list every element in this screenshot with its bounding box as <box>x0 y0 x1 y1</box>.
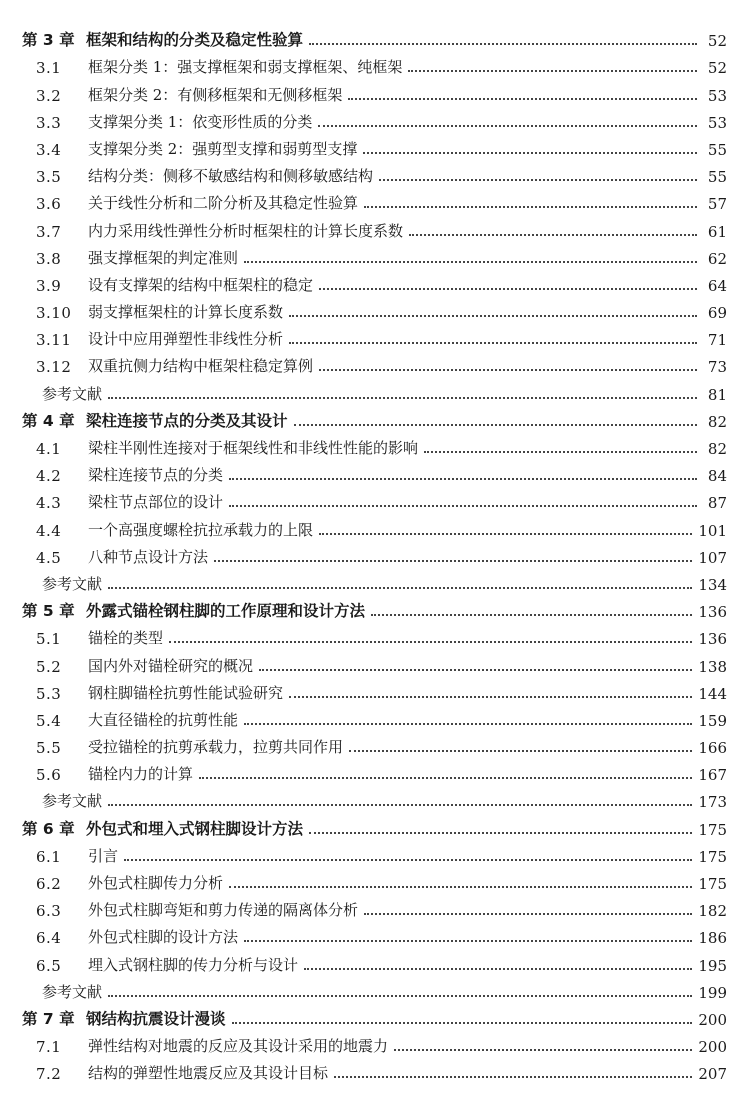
toc-entry-title: 内力采用线性弹性分析时框架柱的计算长度系数 <box>88 221 404 240</box>
toc-entry-number: 4.3 <box>36 494 62 513</box>
toc-entry-title: 结构分类：侧移不敏感结构和侧移敏感结构 <box>88 167 374 186</box>
toc-chapter-entry[interactable] <box>22 404 727 431</box>
toc-page-number: 144 <box>698 684 727 703</box>
toc-page-number: 200 <box>698 1038 727 1057</box>
toc-page-number: 173 <box>698 793 727 812</box>
toc-entry-number: 5.5 <box>36 739 62 758</box>
toc-page-number: 71 <box>707 331 727 350</box>
toc-page-number: 200 <box>698 1010 727 1029</box>
toc-entry-title: 弹性结构对地震的反应及其设计采用的地震力 <box>88 1037 389 1056</box>
dot-leader <box>244 723 692 725</box>
toc-entry-number: 3.5 <box>36 168 62 187</box>
dot-leader <box>169 641 692 643</box>
toc-entry-title: 框架分类 2：有侧移框架和无侧移框架 <box>88 85 343 104</box>
toc-section-entry[interactable] <box>22 866 727 893</box>
toc-entry-title: 参考文献 <box>42 574 103 593</box>
toc-entry-title: 梁柱连接节点的分类 <box>88 466 224 485</box>
toc-entry-number: 5.2 <box>36 657 62 676</box>
toc-section-entry[interactable] <box>22 512 727 539</box>
toc-section-entry[interactable] <box>22 159 727 186</box>
toc-section-entry[interactable] <box>22 703 727 730</box>
toc-page-number: 53 <box>707 113 727 132</box>
dot-leader <box>259 669 692 671</box>
toc-entry-title: 框架和结构的分类及稳定性验算 <box>86 31 304 50</box>
toc-section-entry[interactable] <box>22 730 727 757</box>
toc-entry-title: 外包式柱脚弯矩和剪力传递的隔离体分析 <box>88 901 359 920</box>
dot-leader <box>108 587 692 589</box>
toc-page-number: 73 <box>707 358 727 377</box>
toc-entry-number: 第 6 章 <box>22 819 75 838</box>
dot-leader <box>232 1022 693 1024</box>
toc-section-entry[interactable] <box>22 893 727 920</box>
dot-leader <box>108 995 692 997</box>
toc-page-number: 107 <box>698 548 727 567</box>
toc-entry-number: 7.1 <box>36 1038 62 1057</box>
toc-entry-title: 受拉锚栓的抗剪承载力，拉剪共同作用 <box>88 738 344 757</box>
toc-references-entry[interactable] <box>22 784 727 811</box>
toc-section-entry[interactable] <box>22 621 727 648</box>
toc-entry-title: 强支撑框架的判定准则 <box>88 248 239 267</box>
toc-entry-number: 6.5 <box>36 956 62 975</box>
toc-entry-number: 7.2 <box>36 1065 62 1084</box>
toc-entry-title: 梁柱连接节点的分类及其设计 <box>86 411 288 430</box>
toc-entry-number: 3.1 <box>36 59 62 78</box>
dot-leader <box>364 913 692 915</box>
toc-page-number: 134 <box>698 575 727 594</box>
toc-section-entry[interactable] <box>22 241 727 268</box>
dot-leader <box>379 179 697 181</box>
toc-page-number: 166 <box>698 739 727 758</box>
toc-page-number: 195 <box>698 956 727 975</box>
toc-entry-number: 5.4 <box>36 711 62 730</box>
toc-entry-title: 引言 <box>88 846 119 865</box>
toc-entry-title: 外包式柱脚传力分析 <box>88 874 224 892</box>
toc-entry-title: 关于线性分析和二阶分析及其稳定性验算 <box>88 194 359 213</box>
toc-references-entry[interactable] <box>22 567 727 594</box>
dot-leader <box>334 1076 692 1078</box>
toc-chapter-entry[interactable] <box>22 1002 727 1029</box>
dot-leader <box>424 451 697 453</box>
dot-leader <box>363 152 697 154</box>
toc-page-number: 199 <box>698 983 727 1002</box>
dot-leader <box>229 478 697 480</box>
toc-section-entry[interactable] <box>22 676 727 703</box>
toc-page-number: 82 <box>707 412 727 431</box>
toc-entry-title: 钢柱脚锚栓抗剪性能试验研究 <box>88 683 284 702</box>
toc-section-entry[interactable] <box>22 540 727 567</box>
dot-leader <box>289 315 697 317</box>
dot-leader <box>199 777 692 779</box>
toc-entry-number: 4.4 <box>36 521 62 540</box>
toc-page-number: 53 <box>707 86 727 105</box>
toc-page-number: 175 <box>698 847 727 866</box>
toc-page-number: 84 <box>707 467 727 486</box>
toc-entry-number: 3.11 <box>36 331 72 350</box>
toc-section-entry[interactable] <box>22 458 727 485</box>
toc-page-number: 64 <box>707 276 727 295</box>
toc-entry-title: 外包式和埋入式钢柱脚设计方法 <box>86 819 304 838</box>
table-of-contents <box>22 23 727 1083</box>
toc-entry-number: 3.10 <box>36 304 72 323</box>
dot-leader <box>348 98 697 100</box>
dot-leader <box>349 750 692 752</box>
toc-entry-number: 6.3 <box>36 902 62 921</box>
toc-entry-title: 参考文献 <box>42 792 103 811</box>
dot-leader <box>319 533 692 535</box>
toc-section-entry[interactable] <box>22 322 727 349</box>
toc-page-number: 175 <box>698 875 727 893</box>
toc-page-number: 175 <box>698 820 727 839</box>
toc-section-entry[interactable] <box>22 485 727 512</box>
toc-entry-title: 设有支撑架的结构中框架柱的稳定 <box>88 275 314 294</box>
toc-entry-title: 参考文献 <box>42 982 103 1001</box>
dot-leader <box>364 206 697 208</box>
toc-entry-title: 一个高强度螺栓抗拉承载力的上限 <box>88 520 314 539</box>
toc-section-entry[interactable] <box>22 268 727 295</box>
dot-leader <box>409 234 697 236</box>
toc-entry-number: 4.2 <box>36 467 62 486</box>
toc-entry-title: 双重抗侧力结构中框架柱稳定算例 <box>88 357 314 376</box>
dot-leader <box>319 369 697 371</box>
toc-page-number: 207 <box>698 1065 727 1084</box>
toc-page-number: 55 <box>707 168 727 187</box>
toc-page-number: 52 <box>707 32 727 51</box>
dot-leader <box>108 397 697 399</box>
toc-entry-number: 5.1 <box>36 630 62 649</box>
toc-entry-number: 6.2 <box>36 875 62 893</box>
dot-leader <box>294 424 697 426</box>
toc-entry-number: 4.1 <box>36 440 62 458</box>
dot-leader <box>304 968 692 970</box>
toc-chapter-entry[interactable] <box>22 594 727 621</box>
toc-entry-title: 外露式锚栓钢柱脚的工作原理和设计方法 <box>86 602 366 621</box>
toc-page-number: 167 <box>698 766 727 785</box>
toc-page-number: 57 <box>707 195 727 214</box>
toc-page-number: 61 <box>707 222 727 241</box>
toc-entry-number: 6.1 <box>36 847 62 866</box>
dot-leader <box>244 261 697 263</box>
dot-leader <box>319 288 697 290</box>
toc-section-entry[interactable] <box>22 349 727 376</box>
dot-leader <box>108 804 692 806</box>
toc-page-number: 159 <box>698 711 727 730</box>
toc-entry-title: 梁柱节点部位的设计 <box>88 493 224 512</box>
toc-page-number: 182 <box>698 902 727 921</box>
dot-leader <box>309 43 697 45</box>
toc-entry-number: 6.4 <box>36 929 62 948</box>
toc-entry-title: 外包式柱脚的设计方法 <box>88 928 239 947</box>
toc-section-entry[interactable] <box>22 186 727 213</box>
toc-entry-number: 第 5 章 <box>22 602 75 621</box>
toc-entry-number: 3.6 <box>36 195 62 214</box>
toc-chapter-entry[interactable] <box>22 23 727 50</box>
toc-entry-title: 梁柱半刚性连接对于框架线性和非线性性能的影响 <box>88 439 419 457</box>
toc-entry-number: 3.4 <box>36 140 62 159</box>
dot-leader <box>229 505 697 507</box>
toc-entry-number: 3.9 <box>36 276 62 295</box>
toc-entry-number: 3.3 <box>36 113 62 132</box>
toc-page-number: 186 <box>698 929 727 948</box>
toc-page-number: 101 <box>698 521 727 540</box>
toc-entry-title: 支撑架分类 2：强剪型支撑和弱剪型支撑 <box>88 139 358 158</box>
toc-page-number: 55 <box>707 140 727 159</box>
toc-page-number: 87 <box>707 494 727 513</box>
toc-entry-number: 第 7 章 <box>22 1009 75 1028</box>
toc-section-entry[interactable] <box>22 757 727 784</box>
toc-chapter-entry[interactable] <box>22 811 727 838</box>
toc-section-entry[interactable] <box>22 1029 727 1056</box>
dot-leader <box>289 696 692 698</box>
toc-page-number: 82 <box>707 440 727 458</box>
dot-leader <box>214 560 692 562</box>
toc-page-number: 138 <box>698 657 727 676</box>
dot-leader <box>394 1049 692 1051</box>
toc-entry-title: 锚栓内力的计算 <box>88 765 194 784</box>
dot-leader <box>244 940 692 942</box>
toc-section-entry[interactable] <box>22 648 727 675</box>
toc-entry-number: 第 3 章 <box>22 31 75 50</box>
toc-section-entry[interactable] <box>22 947 727 974</box>
toc-entry-title: 钢结构抗震设计漫谈 <box>86 1009 226 1028</box>
toc-page-number: 81 <box>707 385 727 404</box>
toc-section-entry[interactable] <box>22 431 727 458</box>
toc-entry-number: 3.7 <box>36 222 62 241</box>
dot-leader <box>309 832 692 834</box>
toc-entry-title: 框架分类 1：强支撑框架和弱支撑框架、纯框架 <box>88 58 403 77</box>
dot-leader <box>229 886 692 888</box>
toc-section-entry[interactable] <box>22 77 727 104</box>
toc-section-entry[interactable] <box>22 839 727 866</box>
toc-entry-number: 5.6 <box>36 766 62 785</box>
toc-section-entry[interactable] <box>22 50 727 77</box>
toc-entry-title: 支撑架分类 1：依变形性质的分类 <box>88 112 313 131</box>
toc-section-entry[interactable] <box>22 132 727 159</box>
toc-entry-title: 设计中应用弹塑性非线性分析 <box>88 330 284 349</box>
toc-section-entry[interactable] <box>22 105 727 132</box>
toc-entry-number: 3.2 <box>36 86 62 105</box>
toc-section-entry[interactable] <box>22 1056 727 1083</box>
toc-entry-title: 国内外对锚栓研究的概况 <box>88 656 254 675</box>
toc-entry-number: 第 4 章 <box>22 411 75 430</box>
toc-section-entry[interactable] <box>22 295 727 322</box>
dot-leader <box>124 859 692 861</box>
dot-leader <box>318 125 697 127</box>
toc-page-number: 136 <box>698 603 727 622</box>
toc-entry-number: 3.8 <box>36 249 62 268</box>
toc-page-number: 62 <box>707 249 727 268</box>
toc-entry-title: 埋入式钢柱脚的传力分析与设计 <box>88 955 299 974</box>
toc-section-entry[interactable] <box>22 920 727 947</box>
toc-entry-title: 结构的弹塑性地震反应及其设计目标 <box>88 1064 329 1083</box>
toc-entry-title: 参考文献 <box>42 384 103 403</box>
toc-entry-number: 3.12 <box>36 358 72 377</box>
toc-section-entry[interactable] <box>22 213 727 240</box>
dot-leader <box>289 342 697 344</box>
toc-entry-number: 4.5 <box>36 548 62 567</box>
toc-entry-title: 大直径锚栓的抗剪性能 <box>88 710 239 729</box>
toc-page-number: 69 <box>707 304 727 323</box>
dot-leader <box>371 614 692 616</box>
toc-entry-title: 锚栓的类型 <box>88 629 164 648</box>
toc-entry-title: 弱支撑框架柱的计算长度系数 <box>88 303 284 322</box>
dot-leader <box>408 70 697 72</box>
toc-entry-number: 5.3 <box>36 684 62 703</box>
toc-references-entry[interactable] <box>22 376 727 403</box>
toc-references-entry[interactable] <box>22 975 727 1002</box>
toc-entry-title: 八种节点设计方法 <box>88 547 209 566</box>
toc-page-number: 52 <box>707 59 727 78</box>
toc-page-number: 136 <box>698 630 727 649</box>
